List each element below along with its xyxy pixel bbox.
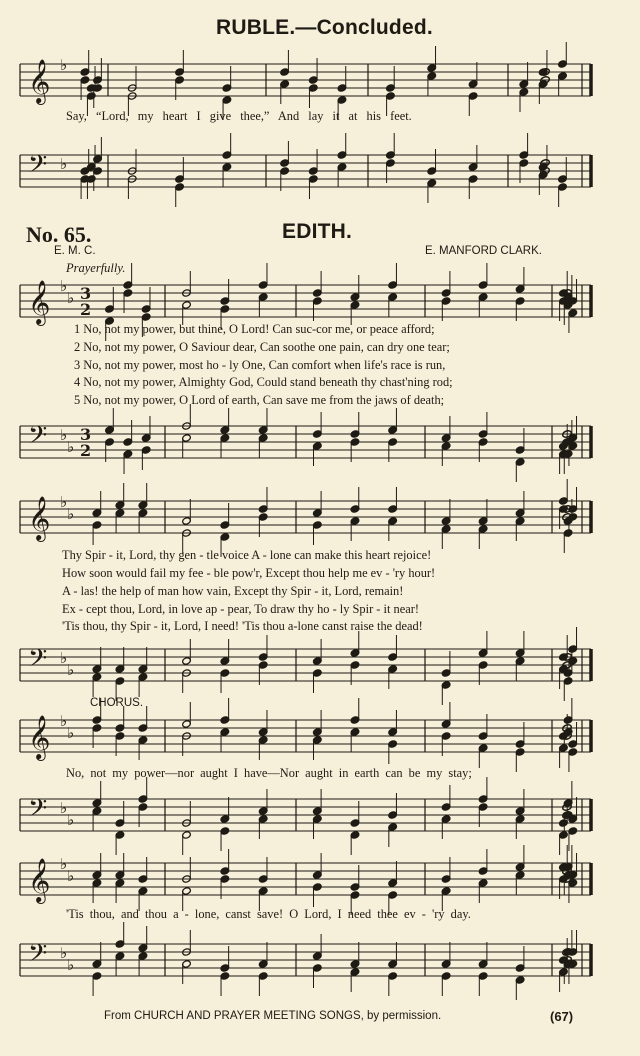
svg-text:𝄞: 𝄞	[28, 59, 51, 103]
svg-text:♭: ♭	[60, 493, 68, 511]
hymn-title: EDITH.	[282, 220, 353, 243]
hymn-number: No. 65.	[26, 222, 92, 247]
chorus-treble-staff-2	[0, 855, 640, 904]
tempo-marking: Prayerfully.	[66, 261, 126, 275]
verse-line: 2 No, not my power, O Saviour dear, Can soothe one pain, can dry one tear;	[74, 340, 450, 354]
svg-text:♭: ♭	[67, 867, 75, 885]
svg-text:𝄢: 𝄢	[28, 939, 48, 974]
continued-hymn-title: RUBLE.—Concluded.	[216, 16, 433, 39]
svg-text:𝄢: 𝄢	[28, 421, 48, 456]
verse-line: Thy Spir - it, Lord, thy gen - tle voice A - lone can make this heart rejoice!	[62, 548, 432, 562]
svg-text:2: 2	[80, 300, 92, 319]
svg-text:♭: ♭	[60, 799, 68, 817]
edith-bass-staff-2	[0, 645, 640, 690]
hymn-author: E. M. C.	[54, 245, 96, 257]
svg-text:3: 3	[80, 284, 92, 303]
ruble-treble-staff	[0, 56, 640, 105]
svg-text:♭: ♭	[60, 712, 68, 730]
svg-text:♭: ♭	[60, 649, 68, 667]
svg-text:𝄢: 𝄢	[28, 150, 48, 185]
verse-line: 'Tis thou, thy Spir - it, Lord, I need! 'Tis thou a-lone canst raise the dead!	[62, 619, 423, 633]
svg-text:♭: ♭	[67, 811, 75, 829]
hymn-composer: E. MANFORD CLARK.	[425, 245, 542, 257]
svg-text:♭: ♭	[60, 277, 68, 295]
svg-text:♭: ♭	[60, 855, 68, 873]
svg-text:♭: ♭	[67, 438, 75, 456]
svg-text:2: 2	[80, 441, 92, 460]
page-number: (67)	[550, 1009, 574, 1024]
svg-text:♭: ♭	[67, 505, 75, 523]
svg-text:♭: ♭	[60, 155, 68, 173]
svg-text:♭: ♭	[67, 661, 75, 679]
svg-text:♭: ♭	[67, 289, 75, 307]
svg-text:♭: ♭	[60, 426, 68, 444]
verse-line: A - las! the help of man how vain, Except thy Spir - it, Lord, remain!	[62, 584, 404, 598]
svg-text:♭: ♭	[67, 956, 75, 974]
svg-text:3: 3	[80, 425, 92, 444]
svg-text:♭: ♭	[60, 56, 68, 74]
chorus-label: CHORUS.	[90, 697, 144, 709]
verse-line: 4 No, not my power, Almighty God, Could stand beneath thy chast'ning rod;	[74, 375, 453, 389]
svg-text:𝄞: 𝄞	[28, 858, 51, 902]
edith-bass-staff-1	[0, 422, 640, 467]
verse-line: 3 No, not my power, most ho - ly One, Can comfort when life's race is run,	[74, 358, 446, 372]
svg-text:♭: ♭	[67, 724, 75, 742]
svg-text:♭: ♭	[60, 944, 68, 962]
svg-text:𝄢: 𝄢	[28, 794, 48, 829]
svg-text:𝄞: 𝄞	[28, 280, 51, 324]
chorus-bass-staff-1	[0, 795, 640, 840]
chorus-treble-staff-1	[0, 712, 640, 761]
verse-line: 1 No, not my power, but thine, O Lord! Can suc-cor me, or peace afford;	[74, 322, 435, 336]
ruble-bass-staff	[0, 151, 640, 196]
chorus-bass-staff-2	[0, 940, 640, 985]
verse-line: 5 No, not my power, O Lord of earth, Can save me from the jaws of death;	[74, 393, 445, 407]
footer-source: From CHURCH AND PRAYER MEETING SONGS, by permission.	[104, 1010, 442, 1022]
svg-text:𝄞: 𝄞	[28, 715, 51, 759]
chorus-lyric-2: 'Tis thou, and thou a - lone, canst save! O Lord, I need thee ev - 'ry day.	[66, 907, 471, 921]
edith-treble-staff-2	[0, 493, 640, 542]
chorus-lyric-1: No, not my power—nor aught I have—Nor aught in earth can be my stay;	[66, 766, 472, 780]
verse-line: How soon would fail my fee - ble pow'r, Except thou help me ev - 'ry hour!	[62, 566, 436, 580]
verse-line: Ex - cept thou, Lord, in love ap - pear, To draw thy ho - ly Spir - it near!	[62, 602, 419, 616]
svg-text:𝄢: 𝄢	[28, 644, 48, 679]
edith-treble-staff-1	[0, 277, 640, 326]
ruble-lyric: Say, “Lord, my heart I give thee,” And lay it at his feet.	[66, 109, 412, 123]
svg-text:𝄞: 𝄞	[28, 496, 51, 540]
